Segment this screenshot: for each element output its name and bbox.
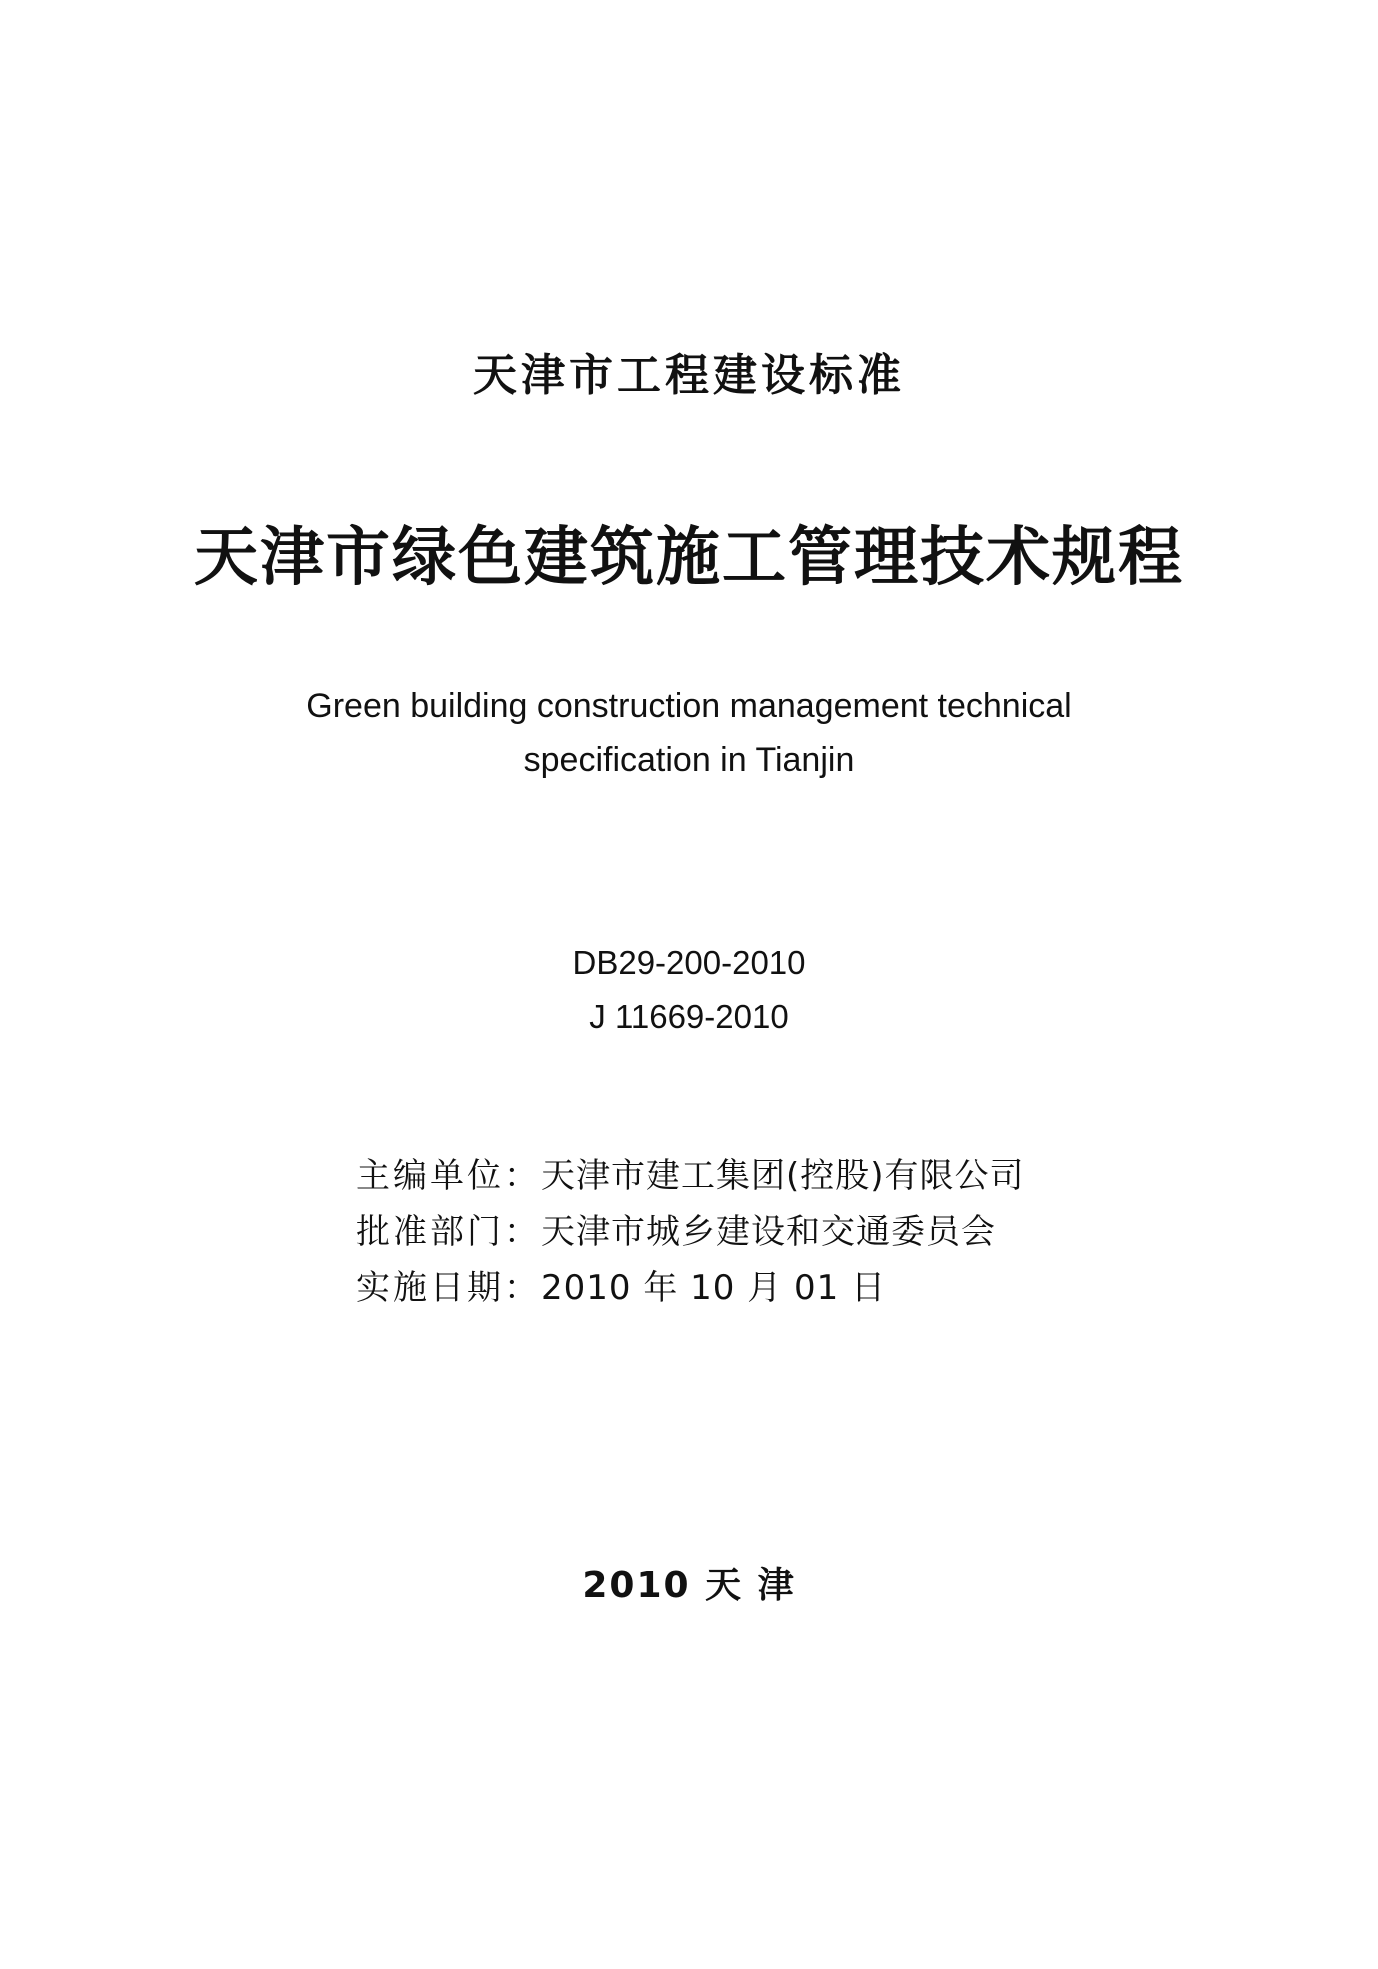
effective-date-row: [356, 1264, 886, 1312]
standard-series: 天津市工程建设标准: [473, 350, 905, 401]
standard-code: DB29-200-2010: [572, 944, 806, 981]
approval-dept-label: 批准部门：: [356, 1212, 541, 1252]
editor-unit-value: 天津市建工集团(控股)有限公司: [541, 1156, 1025, 1196]
record-code: J 11669-2010: [589, 998, 789, 1035]
editor-unit-label: 主编单位：: [356, 1156, 541, 1196]
approval-dept-row: [356, 1208, 996, 1256]
document-title-en-line2: specification in Tianjin: [523, 741, 855, 779]
effective-date-value: 2010 年 10 月 01 日: [541, 1268, 887, 1308]
effective-date-label: 实施日期：: [356, 1268, 541, 1308]
approval-dept-value: 天津市城乡建设和交通委员会: [541, 1212, 996, 1252]
document-title-cn: 天津市绿色建筑施工管理技术规程: [194, 520, 1184, 595]
publication-footer: 2010 天 津: [582, 1565, 796, 1606]
document-title-en-line1: Green building construction management technical: [306, 687, 1072, 725]
editor-unit-row: [356, 1152, 1025, 1200]
